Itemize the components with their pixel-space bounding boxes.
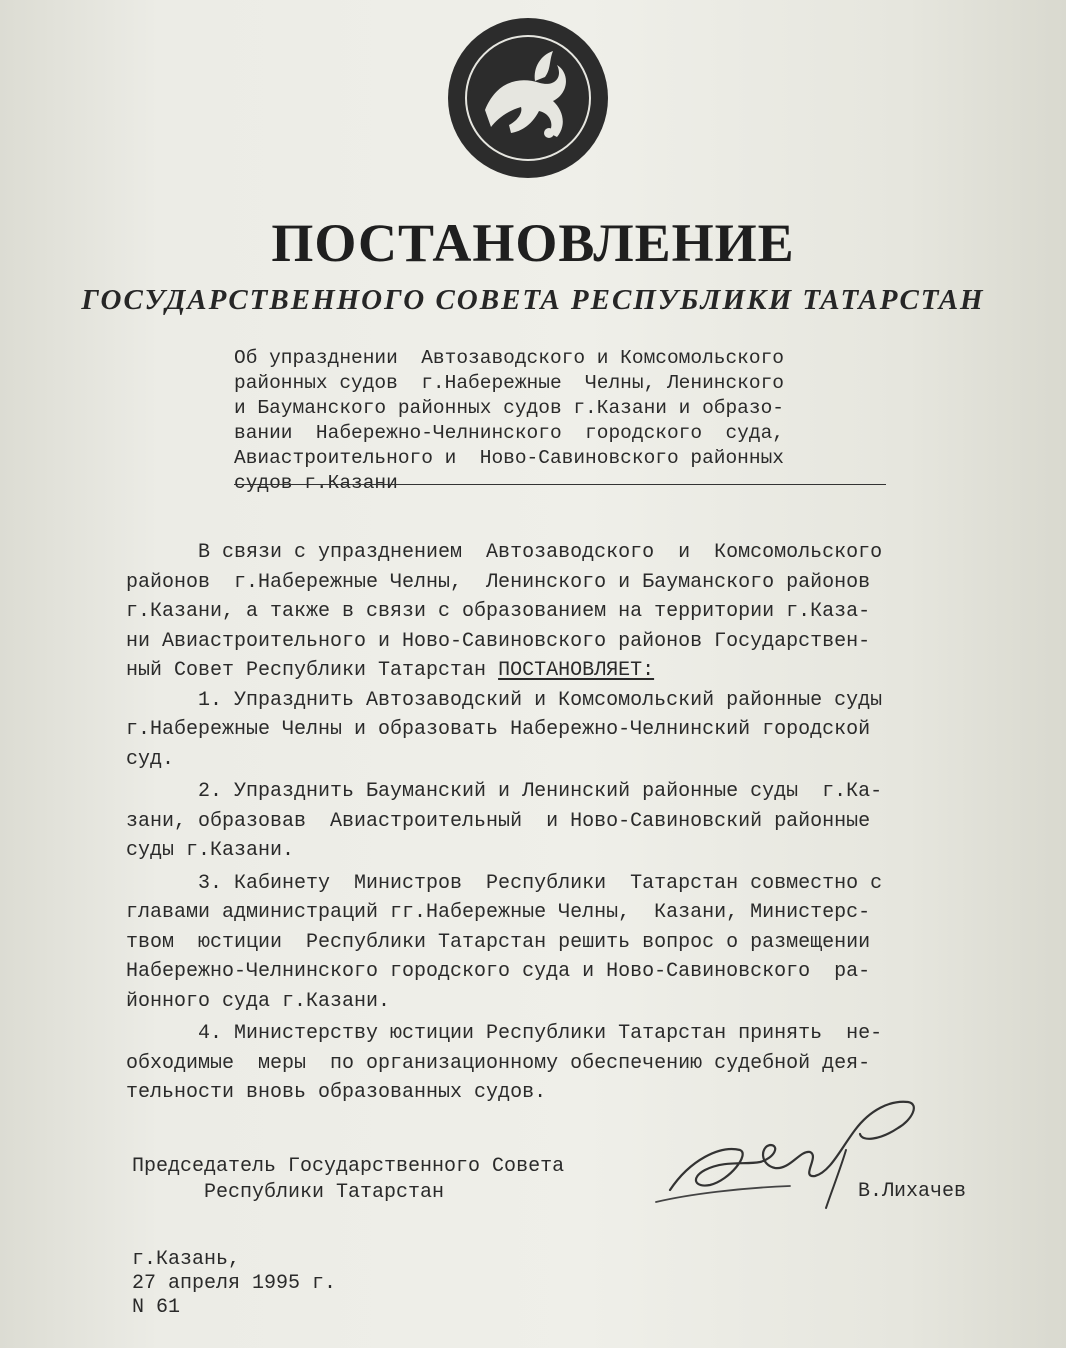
coat-of-arms-emblem [445, 15, 611, 181]
item-line: йонного суда г.Казани. [126, 989, 391, 1013]
item-line: суды г.Казани. [126, 839, 295, 862]
chairman-title-line: Республики Татарстан [132, 1181, 445, 1204]
item-line: тельности вновь образованных судов. [126, 1081, 547, 1104]
issuer-name: ГОСУДАРСТВЕННОГО СОВЕТА РЕСПУБЛИКИ ТАТАРСТАН [81, 284, 985, 316]
place-date-number [132, 1248, 336, 1320]
preamble-line: ный Совет Республики Татарстан [126, 659, 499, 682]
item-line: зани, образовав Авиастроительный и Ново-Савиновский районные [126, 809, 871, 833]
subject-line: и Бауманского районных судов г.Казани и образо- [234, 397, 784, 419]
chairman-title-line: Председатель Государственного Совета [132, 1155, 565, 1178]
subject-block [234, 346, 884, 496]
preamble-line: ни Авиастроительного и Ново-Савиновского районов Государствен- [126, 629, 871, 653]
signatory-name: В.Лихачев [858, 1180, 967, 1203]
preamble-last-line [126, 656, 988, 686]
subject-line: вании Набережно-Челнинского городского суда, [234, 422, 784, 444]
item-line: г.Набережные Челны и образовать Набережно-Челнинский городской [126, 718, 871, 741]
subject-underline [234, 484, 886, 485]
item-line: 1. Упразднить Автозаводский и Комсомольский районные суды [126, 688, 883, 712]
resolves-keyword: ПОСТАНОВЛЯЕТ: [498, 659, 655, 682]
item-line: суд. [126, 747, 175, 771]
document-number: N 61 [132, 1296, 181, 1319]
item-line: Набережно-Челнинского городского суда и Ново-Савиновского ра- [126, 960, 871, 983]
item-line: 3. Кабинету Министров Республики Татарстан совместно с [126, 871, 883, 895]
preamble-line: В связи с упразднением Автозаводского и Комсомольского [126, 541, 883, 564]
item-line: главами администраций гг.Набережные Челны, Казани, Министерс- [126, 901, 871, 924]
subject-line: Об упразднении Автозаводского и Комсомольского [234, 347, 784, 369]
date: 27 апреля 1995 г. [132, 1272, 337, 1295]
preamble-line: районов г.Набережные Челны, Ленинского и Бауманского районов [126, 570, 871, 594]
item-line: обходимые меры по организационному обеспечению судебной дея- [126, 1051, 871, 1075]
resolution-body [126, 538, 988, 1108]
preamble-line: г.Казани, а также в связи с образованием на территории г.Каза- [126, 600, 871, 623]
city: г.Казань, [132, 1248, 241, 1271]
item-line: 4. Министерству юстиции Республики Татарстан принять не- [126, 1022, 883, 1045]
item-line: 2. Упразднить Бауманский и Ленинский районные суды г.Ка- [126, 780, 883, 803]
subject-line: судов г.Казани [234, 472, 398, 494]
item-line: твом юстиции Республики Татарстан решить вопрос о размещении [126, 930, 871, 954]
subject-line: районных судов г.Набережные Челны, Ленинского [234, 372, 784, 394]
document-title: ПОСТАНОВЛЕНИЕ [271, 213, 795, 273]
subject-line: Авиастроительного и Ново-Савиновского районных [234, 447, 784, 469]
chairman-title [132, 1154, 564, 1206]
